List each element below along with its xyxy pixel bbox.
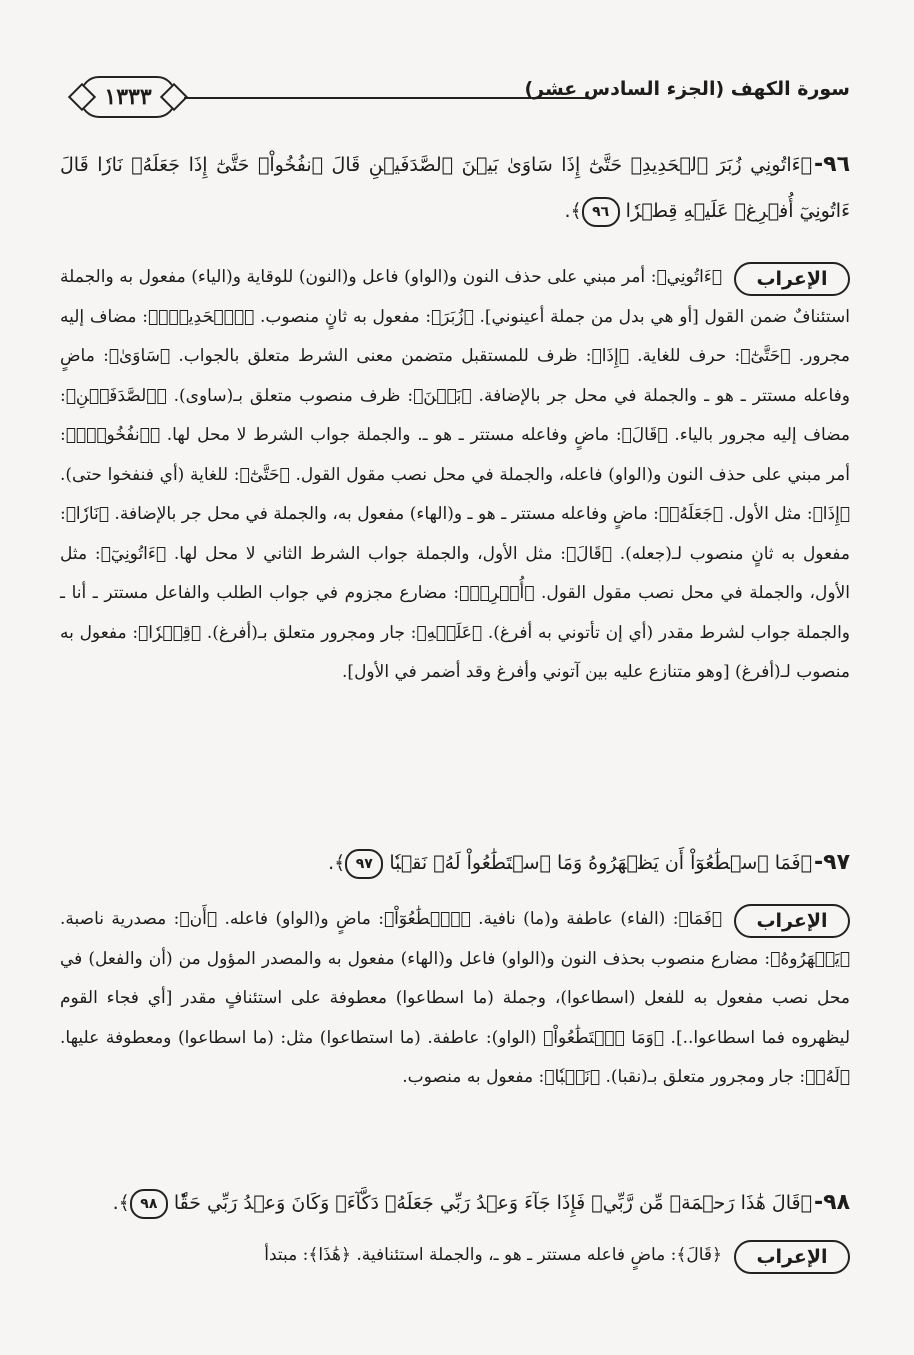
verse-number: ٩٧- <box>814 850 850 875</box>
verse-98 <box>60 1180 850 1226</box>
verse-number: ٩٦- <box>814 152 850 177</box>
ayah-number-mark: ٩٦ <box>582 197 620 227</box>
page-header <box>80 70 850 120</box>
verse-close: ﴾. <box>328 852 346 874</box>
verse-number: ٩٨- <box>814 1190 850 1215</box>
verse-text: ﴿قَالَ هَٰذَا رَحۡمَةٞ مِّن رَّبِّيۖ فَإِذَا جَآءَ وَعۡدُ رَبِّي جَعَلَهُۥ دَكَّآءَۖ وَكَانَ وَعۡدُ رَبِّي حَقّٗا <box>173 1192 812 1214</box>
header-title: سورة الكهف (الجزء السادس عشر) <box>524 78 850 100</box>
verse-96 <box>60 142 850 234</box>
irab-96 <box>60 258 850 693</box>
page-number-badge: ١٣٣٣ <box>80 76 176 118</box>
ayah-number-mark: ٩٨ <box>130 1189 168 1219</box>
irab-label: الإعراب <box>734 262 850 296</box>
irab-text: ﴿ءَاتُونِي﴾: أمر مبني على حذف النون و(الواو) فاعل و(النون) للوقاية و(الياء) مفعول به والجملة استئنافٌ ضمن القول [أو هي بدل من جملة أعينوني]. ﴿زُبَرَ﴾: مفعول به ثانٍ منصوب. ﴿ٱلۡحَدِيدِۖ﴾: مضاف إليه مجرور. ﴿حَتَّىٰٓ﴾: حرف للغاية. ﴿إِذَا﴾: ظرف للمستقبل متضمن معنى الشرط متعلق بالجواب. ﴿سَاوَىٰ﴾: ماضٍ وفاعله مستتر ـ هو ـ والجملة في محل جر بالإضافة. ﴿بَيۡنَ﴾: ظرف منصوب متعلق بـ(ساوى). ﴿ٱلصَّدَفَيۡنِ﴾: مضاف إليه مجرور بالياء. ﴿قَالَ﴾: ماضٍ وفاعله مستتر ـ هو ـ. والجملة جواب الشرط لا محل لها. ﴿ٱنفُخُواْۖ﴾: أمر مبني على حذف النون و(الواو) فاعله، والجملة في محل نصب مقول القول. ﴿حَتَّىٰٓ﴾: للغاية (أي فنفخوا حتى). ﴿إِذَا﴾: مثل الأول. ﴿جَعَلَهُۥ﴾: ماضٍ وفاعله مستتر ـ هو ـ و(الهاء) مفعول به، والجملة في محل جر بالإضافة. ﴿نَارٗا﴾: مفعول به ثانٍ منصوب لـ(جعله). ﴿قَالَ﴾: مثل الأول، والجملة جواب الشرط الثاني لا محل لها. ﴿ءَاتُونِيٓ﴾: مثل الأول، والجملة في محل نصب مقول القول. ﴿أُفۡرِغۡ﴾: مضارع مجزوم في جواب الطلب والفاعل مستتر ـ أنا ـ والجملة جواب لشرط مقدر (أي إن تأتوني به أفرغ). ﴿عَلَيۡهِ﴾: جار ومجرور متعلق بـ(أفرغ). ﴿قِطۡرٗا﴾: مفعول به منصوب لـ(أفرغ) [وهو متنازع عليه بين آتوني وأفرغ وقد أضمر في الأول]. <box>60 267 850 682</box>
irab-97 <box>60 900 850 1098</box>
irab-label: الإعراب <box>734 904 850 938</box>
verse-close: ﴾. <box>112 1192 130 1214</box>
irab-98 <box>60 1236 850 1276</box>
irab-label: الإعراب <box>734 1240 850 1274</box>
verse-text: ﴿ءَاتُونِي زُبَرَ ٱلۡحَدِيدِۖ حَتَّىٰٓ إِذَا سَاوَىٰ بَيۡنَ ٱلصَّدَفَيۡنِ قَالَ ٱنفُخُواْۖ حَتَّىٰٓ إِذَا جَعَلَهُۥ نَارٗا قَالَ ءَاتُونِيٓ أُفۡرِغۡ عَلَيۡهِ قِطۡرٗا <box>60 154 850 222</box>
verse-text: ﴿فَمَا ٱسۡطَٰعُوٓاْ أَن يَظۡهَرُوهُ وَمَا ٱسۡتَطَٰعُواْ لَهُۥ نَقۡبٗا <box>389 852 812 874</box>
verse-97 <box>60 840 850 886</box>
verse-close: ﴾. <box>564 200 582 222</box>
irab-text: ﴿قَالَ﴾: ماضٍ فاعله مستتر ـ هو ـ، والجملة استئنافية. ﴿هَٰذَا﴾: مبتدأ <box>264 1245 722 1265</box>
irab-text: ﴿فَمَا﴾: (الفاء) عاطفة و(ما) نافية. ﴿ٱسۡطَٰعُوٓاْ﴾: ماضٍ و(الواو) فاعله. ﴿أَن﴾: مصدرية ناصبة. ﴿يَظۡهَرُوهُ﴾: مضارع منصوب بحذف النون و(الواو) فاعل و(الهاء) مفعول به والمصدر المؤول من (أن والفعل) في محل نصب مفعول به للفعل (اسطاعوا)، وجملة (ما اسطاعوا) معطوفة على استئنافٍ مقدر [أي فجاء القوم ليظهروه فما اسطاعوا..]. ﴿وَمَا ٱسۡتَطَٰعُواْ﴾ (الواو): عاطفة. (ما استطاعوا) مثل: (ما اسطاعوا) ومعطوفة عليها. ﴿لَهُۥ﴾: جار ومجرور متعلق بـ(نقبا). ﴿نَقۡبٗا﴾: مفعول به منصوب. <box>60 909 850 1087</box>
ayah-number-mark: ٩٧ <box>345 849 383 879</box>
